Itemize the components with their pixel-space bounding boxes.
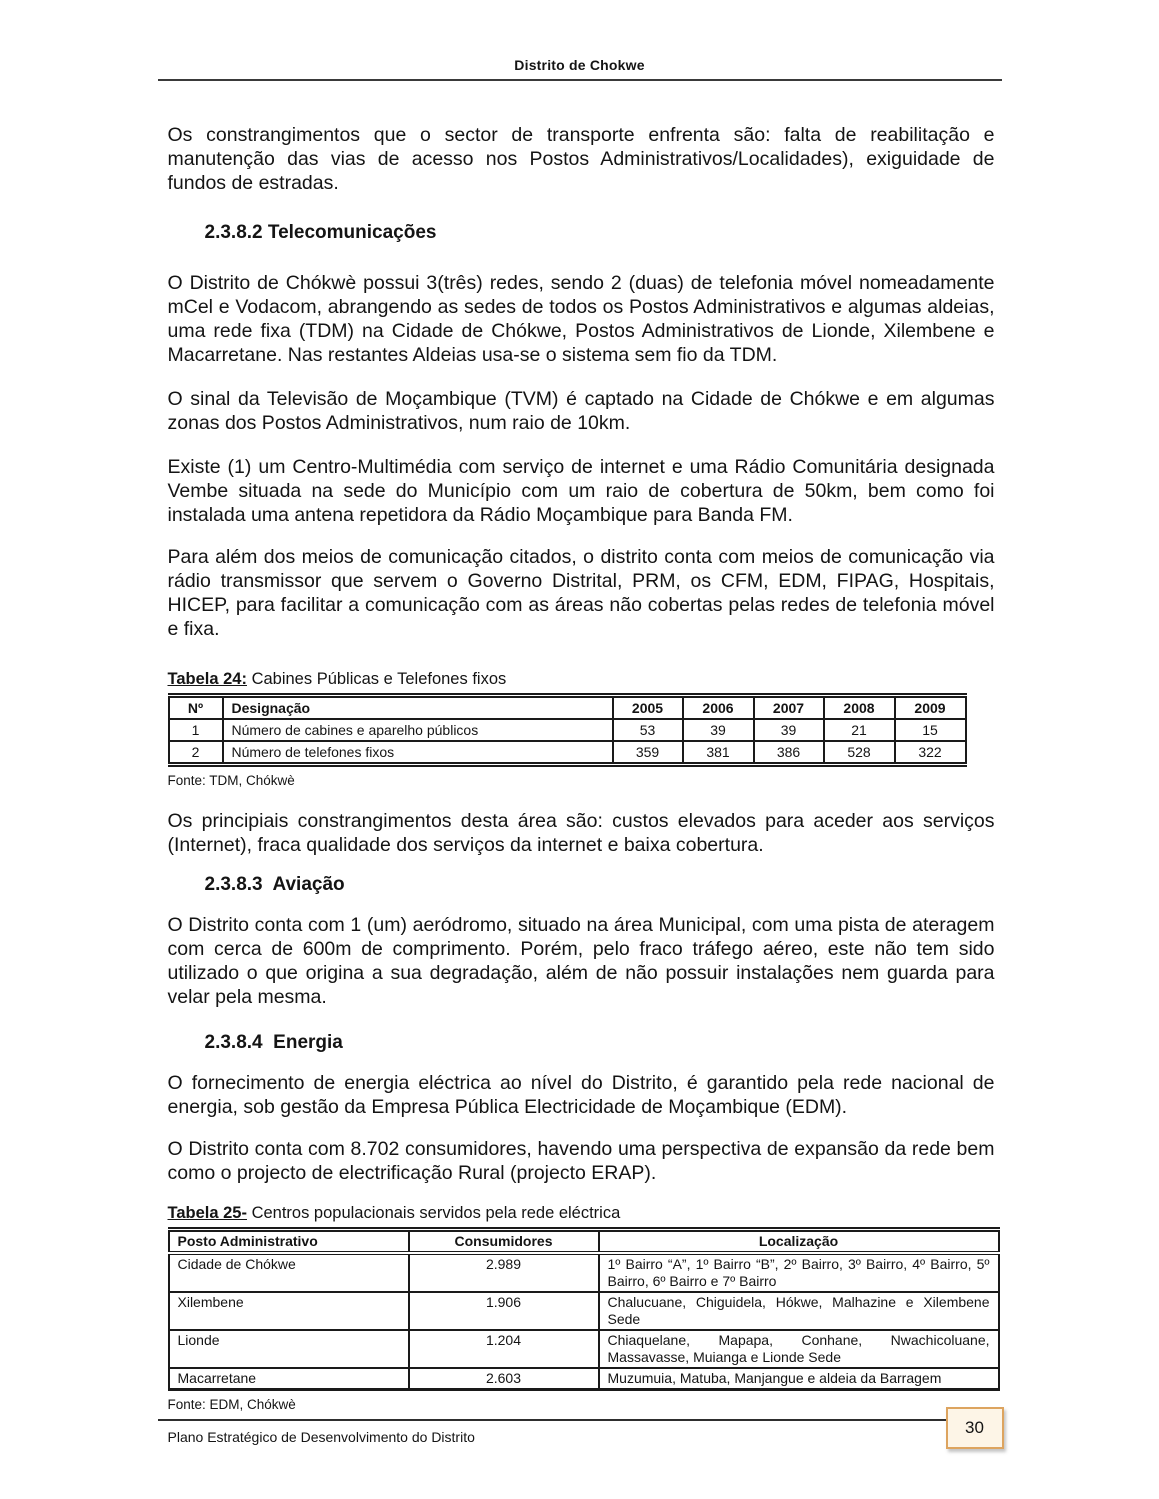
table-24-caption (168, 669, 1002, 690)
table-25-header-cell: Consumidores (409, 1230, 599, 1254)
table-cell: 2.989 (409, 1253, 599, 1292)
footer-title: Plano Estratégico de Desenvolvimento do Distrito (167, 1429, 475, 1445)
table-cell: 1.204 (409, 1330, 599, 1368)
table-24-header-row (169, 696, 966, 720)
paragraph-multimedia-radio: Existe (1) um Centro-Multimédia com serviço de internet e uma Rádio Comunitária designada Vembe situada na sede do Município com um raio de cobertura de 50km, bem como foi instalada uma antena repetidora da Rádio Moçambique para Banda FM. (167, 456, 995, 526)
document-page (158, 0, 1002, 1446)
table-row (169, 1330, 999, 1368)
section-heading-telecomunicacoes: 2.3.8.2 Telecomunicações (204, 222, 437, 243)
table-25-header-cell: Posto Administrativo (169, 1230, 409, 1254)
table-24-source: Fonte: TDM, Chókwè (167, 773, 295, 788)
table-cell: Muzumuia, Matuba, Manjangue e aldeia da Barragem (599, 1368, 999, 1390)
table-24-header-cell: 2008 (824, 696, 895, 720)
table-cell: Cidade de Chókwe (169, 1253, 409, 1292)
table-24-caption-text: Cabines Públicas e Telefones fixos (246, 670, 507, 688)
table-centros-populacionais (168, 1227, 1000, 1391)
table-25-header-cell: Localização (599, 1230, 999, 1254)
table-row (169, 741, 966, 765)
table-cell: 1 (169, 719, 223, 741)
table-24-caption-label: Tabela 24: (167, 670, 247, 688)
table-25-source: Fonte: EDM, Chókwè (167, 1397, 296, 1412)
page-header (158, 0, 1002, 81)
table-cell: Xilembene (169, 1292, 409, 1330)
paragraph-telecom-constraints: Os principiais constrangimentos desta área são: custos elevados para aceder aos serviços (Internet), fraca qualidade dos serviços da internet e baixa cobertura. (167, 810, 995, 856)
section-heading-energia: 2.3.8.4 Energia (204, 1032, 343, 1053)
table-cell: Número de telefones fixos (223, 741, 613, 765)
table-row (169, 719, 966, 741)
table-row (169, 1368, 999, 1390)
table-cell: 2.603 (409, 1368, 599, 1390)
table-cell: 15 (895, 719, 966, 741)
table-cell: 21 (824, 719, 895, 741)
table-24-header-cell: Designação (223, 696, 613, 720)
table-row (169, 1292, 999, 1330)
table-cell: 39 (754, 719, 824, 741)
table-25-header-row (169, 1230, 999, 1254)
paragraph-energia-consumidores: O Distrito conta com 8.702 consumidores, havendo uma perspectiva de expansão da rede bem como o projecto de electrificação Rural (projecto ERAP). (167, 1138, 995, 1184)
section-heading-aviacao: 2.3.8.3 Aviação (204, 874, 345, 895)
table-row (169, 1253, 999, 1292)
table-cell: 2 (169, 741, 223, 765)
table-24-header-cell: 2009 (895, 696, 966, 720)
paragraph-transport-constraints: Os constrangimentos que o sector de transporte enfrenta são: falta de reabilitação e manutenção das vias de acesso nos Postos Administrativos/Localidades), exiguidade de fundos de estradas. (167, 124, 995, 194)
table-cell: Chalucuane, Chiguidela, Hókwe, Malhazine e Xilembene Sede (599, 1292, 999, 1330)
table-24-header-cell: 2006 (683, 696, 754, 720)
table-24-header-cell: 2005 (613, 696, 683, 720)
table-cell: 322 (895, 741, 966, 765)
page-number-badge (946, 1407, 1004, 1449)
paragraph-tvm-signal: O sinal da Televisão de Moçambique (TVM) é captado na Cidade de Chókwe e em algumas zonas dos Postos Administrativos, num raio de 10km. (167, 388, 995, 434)
table-cell: 53 (613, 719, 683, 741)
table-cell: Número de cabines e aparelho públicos (223, 719, 613, 741)
table-24-header-cell: Nº (169, 696, 223, 720)
table-cell: 359 (613, 741, 683, 765)
table-cell: Macarretane (169, 1368, 409, 1390)
table-25-caption (168, 1203, 1002, 1224)
table-cell: 528 (824, 741, 895, 765)
paragraph-energia-rede: O fornecimento de energia eléctrica ao nível do Distrito, é garantido pela rede nacional de energia, sob gestão da Empresa Pública Electricidade de Moçambique (EDM). (167, 1072, 995, 1118)
paragraph-aerodromo: O Distrito conta com 1 (um) aeródromo, situado na área Municipal, com uma pista de ateragem com cerca de 600m de comprimento. Porém, pelo fraco tráfego aéreo, este não tem sido utilizado o que origina a sua degradação, além de não possuir instalações nem guarda para velar pela mesma. (167, 914, 995, 1008)
paragraph-telecom-networks: O Distrito de Chókwè possui 3(três) redes, sendo 2 (duas) de telefonia móvel nomeadamente mCel e Vodacom, abrangendo as sedes de todos os Postos Administrativos e algumas aldeias, uma rede fixa (TDM) na Cidade de Chókwe, Postos Administrativos de Lionde, Xilembene e Macarretane. Nas restantes Aldeias usa-se o sistema sem fio da TDM. (167, 272, 995, 366)
header-title: Distrito de Chokwe (514, 57, 645, 73)
table-cabines-telefones (168, 693, 967, 767)
table-25-caption-label: Tabela 25- (167, 1204, 247, 1222)
table-cell: 386 (754, 741, 824, 765)
table-cell: 1º Bairro “A”, 1º Bairro “B”, 2º Bairro, 3º Bairro, 4º Bairro, 5º Bairro, 6º Bairro e 7º Bairro (599, 1253, 999, 1292)
table-cell: Chiaquelane, Mapapa, Conhane, Nwachicoluane, Massavasse, Muianga e Lionde Sede (599, 1330, 999, 1368)
table-cell: 39 (683, 719, 754, 741)
page-number: 30 (965, 1418, 984, 1437)
table-25-caption-text: Centros populacionais servidos pela rede eléctrica (246, 1204, 621, 1222)
table-cell: 381 (683, 741, 754, 765)
table-24-header-cell: 2007 (754, 696, 824, 720)
paragraph-radio-transmitters: Para além dos meios de comunicação citados, o distrito conta com meios de comunicação via rádio transmissor que servem o Governo Distrital, PRM, os CFM, EDM, FIPAG, Hospitais, HICEP, para facilitar a comunicação com as áreas não cobertas pelas redes de telefonia móvel e fixa. (167, 546, 995, 640)
table-cell: Lionde (169, 1330, 409, 1368)
page-footer (158, 1419, 1002, 1446)
header-rule (158, 79, 1002, 81)
table-cell: 1.906 (409, 1292, 599, 1330)
